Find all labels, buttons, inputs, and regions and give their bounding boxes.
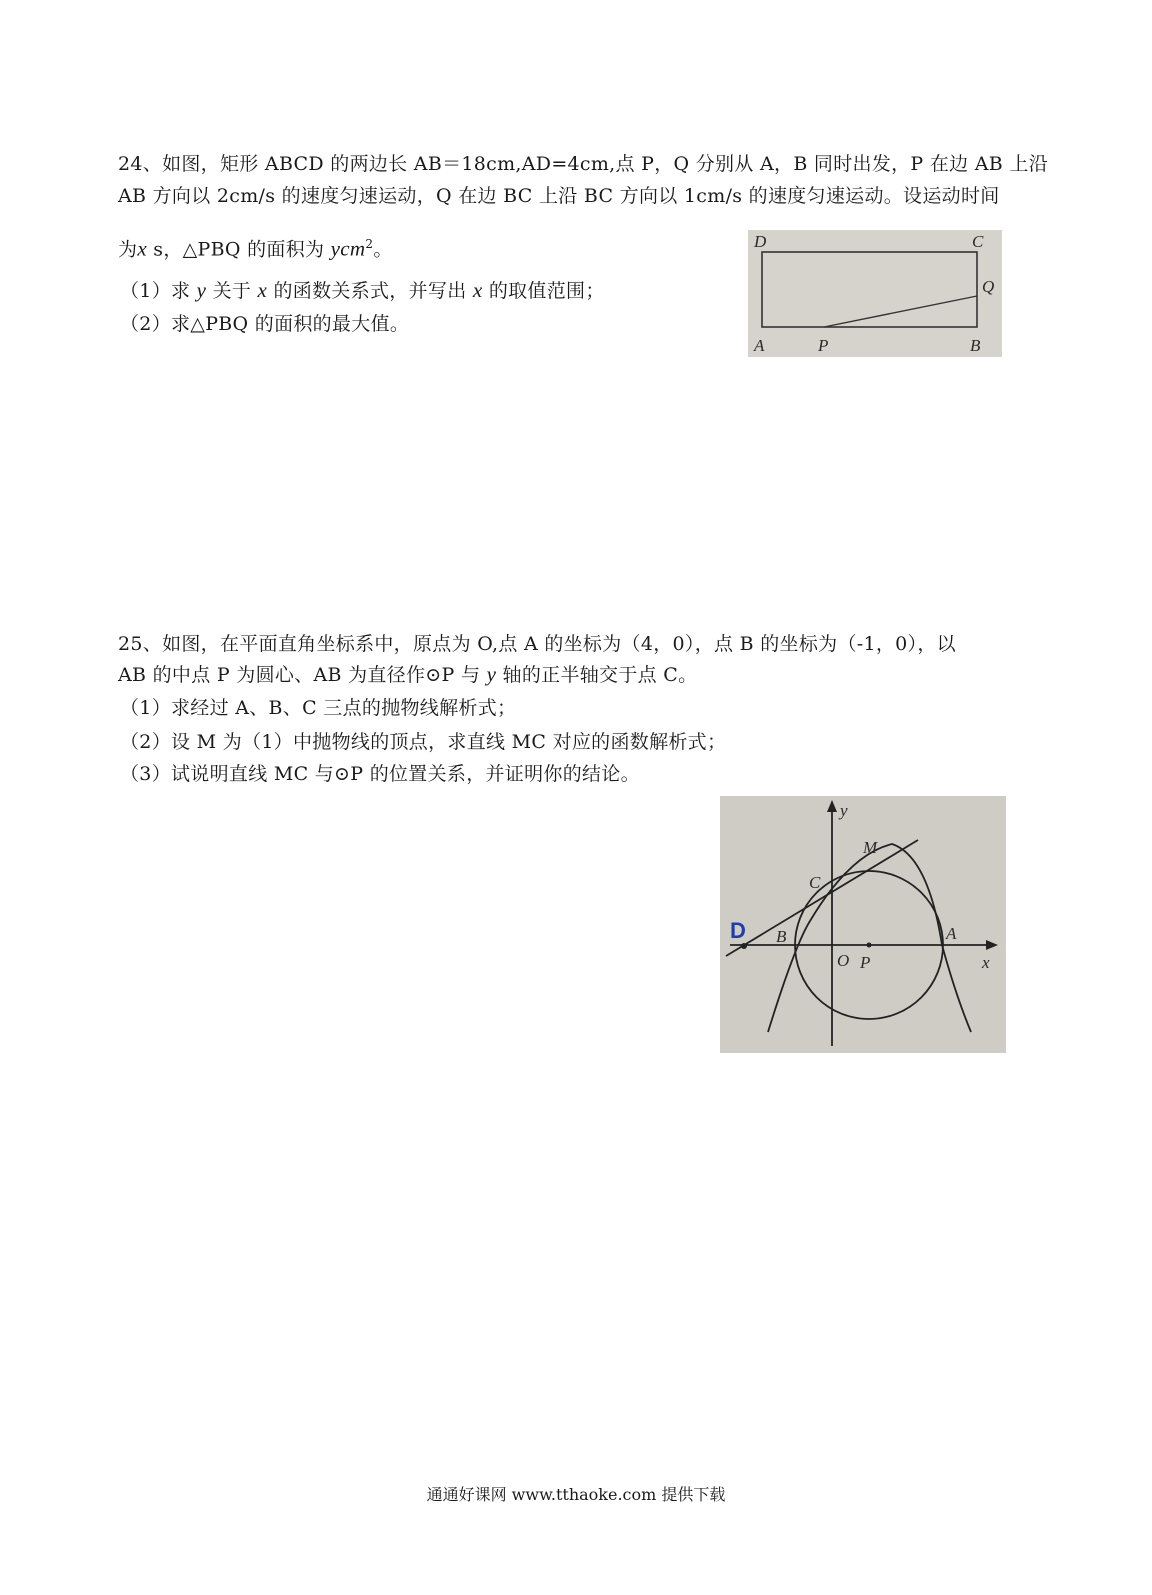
q24-part-2: （2）求△PBQ 的面积的最大值。 bbox=[120, 313, 410, 335]
q25-part-3: （3）试说明直线 MC 与⊙P 的位置关系，并证明你的结论。 bbox=[120, 763, 640, 785]
label-q: Q bbox=[982, 277, 995, 296]
label-d: D bbox=[754, 232, 767, 251]
label-d-handwritten: D bbox=[730, 918, 746, 943]
label-x: x bbox=[982, 953, 990, 972]
rectangle-abcd bbox=[762, 252, 977, 327]
segment-pq bbox=[824, 296, 977, 327]
label-a: A bbox=[754, 336, 765, 355]
q25-line-1: 25、如图，在平面直角坐标系中，原点为 O,点 A 的坐标为（4，0），点 B 的坐标为（-1，0），以 bbox=[118, 633, 956, 655]
q25-line-2: AB 的中点 P 为圆心、AB 为直径作⊙P 与 y 轴的正半轴交于点 C。 bbox=[118, 662, 698, 686]
label-p: P bbox=[860, 953, 871, 972]
q24-line-3: 为x s，△PBQ 的面积为 ycm$^2$。 bbox=[118, 236, 393, 261]
label-p: P bbox=[818, 336, 829, 355]
label-b: B bbox=[776, 927, 787, 946]
label-c: C bbox=[809, 873, 821, 892]
q25-coordinate-figure bbox=[720, 796, 1006, 1053]
q25-part-2: （2）设 M 为（1）中抛物线的顶点，求直线 MC 对应的函数解析式； bbox=[120, 731, 727, 753]
line-mc bbox=[726, 840, 918, 956]
q24-rectangle-figure bbox=[748, 230, 1002, 357]
footer-credit: 通通好课网 www.tthaoke.com 提供下载 bbox=[426, 1485, 726, 1504]
label-a: A bbox=[946, 924, 957, 943]
y-axis-arrow bbox=[827, 800, 837, 812]
parabola bbox=[768, 844, 971, 1032]
label-y: y bbox=[840, 801, 848, 820]
point-d bbox=[741, 943, 747, 949]
q24-part-1: （1）求 y 关于 x 的函数关系式，并写出 x 的取值范围； bbox=[120, 278, 605, 302]
q25-part-1: （1）求经过 A、B、C 三点的抛物线解析式； bbox=[120, 697, 517, 719]
label-o: O bbox=[837, 951, 850, 970]
label-m: M bbox=[863, 838, 878, 857]
label-b: B bbox=[970, 336, 981, 355]
point-p bbox=[867, 943, 872, 948]
x-axis-arrow bbox=[986, 940, 998, 950]
q24-line-1: 24、如图，矩形 ABCD 的两边长 AB＝18cm,AD=4cm,点 P，Q 分别从 A，B 同时出发，P 在边 AB 上沿 bbox=[118, 153, 1049, 175]
q24-line-2: AB 方向以 2cm/s 的速度匀速运动，Q 在边 BC 上沿 BC 方向以 1cm/s 的速度匀速运动。设运动时间 bbox=[118, 185, 1000, 207]
label-c: C bbox=[972, 232, 984, 251]
